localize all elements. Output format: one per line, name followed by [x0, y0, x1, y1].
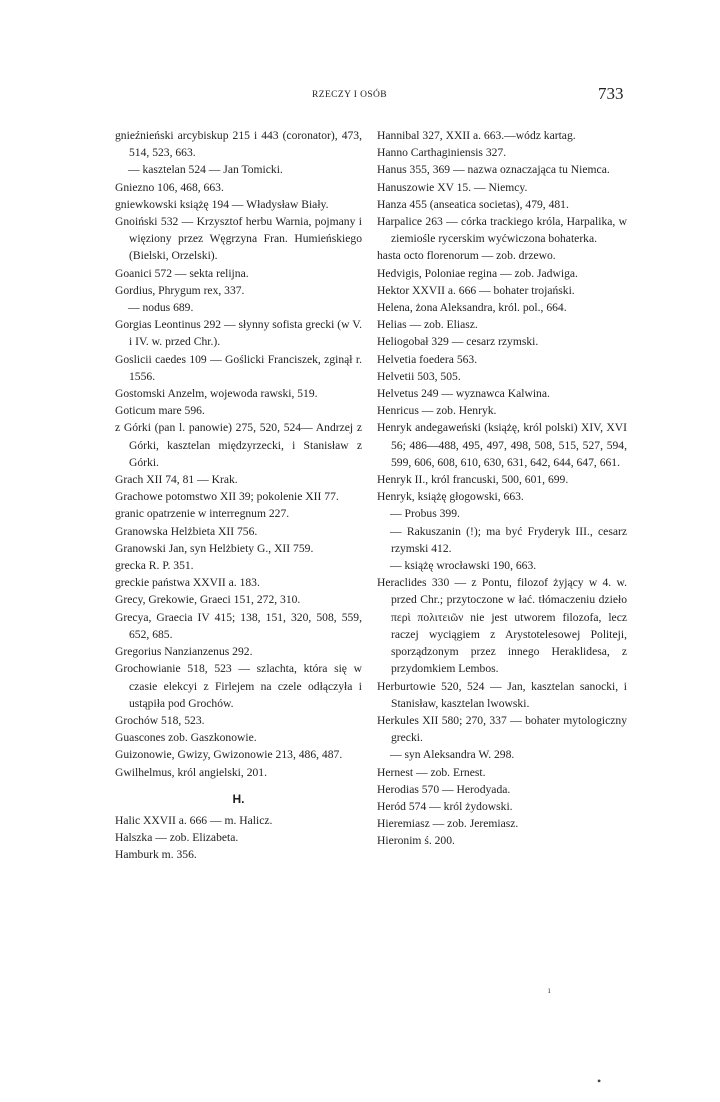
index-entry: Herkules XII 580; 270, 337 — bohater mytologiczny grecki. — [377, 713, 627, 745]
index-entry: Hedvigis, Poloniae regina — zob. Jadwiga. — [377, 266, 578, 280]
stray-mark: ı — [548, 985, 551, 995]
index-entry: Helvetii 503, 505. — [377, 369, 461, 383]
index-entry: Heliogobał 329 — cesarz rzymski. — [377, 335, 539, 349]
index-column-left — [115, 127, 362, 864]
index-entry: Hieronim ś. 200. — [377, 834, 455, 848]
index-entry: — kasztelan 524 — Jan Tomicki. — [128, 163, 283, 177]
index-entry: Henricus — zob. Henryk. — [377, 404, 497, 418]
index-entry: Grachowe potomstwo XII 39; pokolenie XII 77. — [115, 490, 339, 504]
index-entry: Herburtowie 520, 524 — Jan, kasztelan sanocki, i Stanisław, kasztelan lwowski. — [377, 679, 627, 710]
index-entry: Hannibal 327, XXII a. 663.—wódz kartag. — [377, 129, 576, 142]
index-entry: gniewkowski książę 194 — Władysław Biały. — [115, 197, 329, 211]
stray-dot: • — [597, 1074, 602, 1088]
index-entry: Halic XXVII a. 666 — m. Halicz. — [115, 813, 273, 827]
page-number: 733 — [598, 84, 624, 103]
index-column-right — [377, 127, 627, 850]
index-entry: Goslicii caedes 109 — Goślicki Franciszek, zginął r. 1556. — [115, 352, 362, 383]
index-entry: — książę wrocławski 190, 663. — [390, 559, 537, 573]
index-entry: Heród 574 — król żydowski. — [377, 799, 513, 813]
index-entry: Gregorius Nanzianzenus 292. — [115, 645, 253, 659]
index-entry: Helias — zob. Eliasz. — [377, 318, 478, 332]
section-letter-h: H. — [232, 791, 245, 806]
index-entry: Hieremiasz — zob. Jeremiasz. — [377, 817, 519, 831]
index-entry: Henryk, książę głogowski, 663. — [377, 490, 524, 504]
index-entry: Grochowianie 518, 523 — szlachta, która się w czasie elekcyi z Firlejem na czele odłączyła i ustąpiła pod Grochów. — [115, 662, 362, 710]
index-entry: — nodus 689. — [128, 301, 194, 315]
index-entry: Grecy, Grekowie, Graeci 151, 272, 310. — [115, 593, 301, 607]
index-entry: Harpalice 263 — córka trackiego króla, Harpalika, w ziemioślе rycerskim wyćwiczona bohaterka. — [377, 215, 627, 246]
index-entry: Grochów 518, 523. — [115, 713, 205, 727]
index-entry: hasta octo florenorum — zob. drzewo. — [377, 249, 556, 263]
index-entry: Helena, żona Aleksandra, król. pol., 664. — [377, 301, 567, 315]
index-entry: Henryk andegaweński (książę, król polski) XIV, XVI 56; 486—488, 495, 497, 498, 508, 515, 527, 594, 599, 606, 608, 610, 630, 631, 642, 644, 647, 661. — [377, 421, 627, 469]
index-entry: Gordius, Phrygum rex, 337. — [115, 283, 245, 297]
index-entry: — Probus 399. — [390, 507, 460, 521]
index-entry: Goanici 572 — sekta relijna. — [115, 266, 249, 280]
index-entry: Henryk II., król francuski, 500, 601, 699. — [377, 473, 569, 487]
index-entry: Gnoiński 532 — Krzysztof herbu Warnia, pojmany i więziony przez Węgrzyna Fran. Humieńskiego (Bielski, Orzelski). — [115, 215, 362, 263]
index-entry: grecka R. P. 351. — [115, 559, 194, 573]
index-entry: Heraclides 330 — z Pontu, filozof żyjący w 4. w. przed Chr.; przytoczone w łać. tłómaczeniu dzieło περὶ πολιτειῶν nie jest utworem filozofa, lecz raczej wyciągiem z Arystotelesowej Politeji, sporządzonym przez innego Heraklidesa, z przydomkiem Lembos. — [377, 576, 627, 676]
index-entry: gnieźnieński arcybiskup 215 i 443 (coronator), 473, 514, 523, 663. — [115, 129, 362, 160]
index-entry: Herodias 570 — Herodyada. — [377, 782, 511, 796]
index-entry: Gniezno 106, 468, 663. — [115, 180, 224, 194]
index-entry: Grecya, Graecia IV 415; 138, 151, 320, 508, 559, 652, 685. — [115, 610, 362, 641]
index-entry: Halszka — zob. Elizabeta. — [115, 831, 239, 845]
index-entry: Granowska Helżbieta XII 756. — [115, 524, 258, 538]
index-entry: Guizonowie, Gwizy, Gwizonowie 213, 486, 487. — [115, 748, 343, 762]
index-entry: Hanno Carthaginiensis 327. — [377, 146, 507, 160]
index-entry: — Rakuszanin (!); ma być Fryderyk III., cesarz rzymski 412. — [390, 524, 627, 555]
index-entry: Grach XII 74, 81 — Krak. — [115, 473, 238, 487]
index-entry: Helvetia foedera 563. — [377, 352, 478, 366]
index-entry: z Górki (pan l. panowie) 275, 520, 524— Andrzej z Górki, kasztelan międzyrzecki, i Stanisław z Górki. — [115, 421, 362, 469]
index-entry: Gostomski Anzelm, wojewoda rawski, 519. — [115, 387, 318, 401]
index-entry: Hamburk m. 356. — [115, 848, 197, 862]
index-entry: Gwilhelmus, król angielski, 201. — [115, 765, 267, 779]
index-entry: — syn Aleksandra W. 298. — [390, 748, 515, 762]
index-entry: Hanus 355, 369 — nazwa oznaczająca tu Niemca. — [377, 163, 610, 177]
index-entry: greckie państwa XXVII a. 183. — [115, 576, 260, 590]
index-entry: Hanuszowie XV 15. — Niemcy. — [377, 180, 528, 194]
index-entry: Hektor XXVII a. 666 — bohater trojański. — [377, 283, 575, 297]
index-entry: Granowski Jan, syn Helżbiety G., XII 759. — [115, 541, 314, 555]
index-entry: Goticum mare 596. — [115, 404, 205, 418]
index-entry: Guascones zob. Gaszkonowie. — [115, 731, 257, 745]
index-entry: Hernest — zob. Ernest. — [377, 765, 486, 779]
index-entry: Hanza 455 (anseatica societas), 479, 481. — [377, 197, 569, 211]
index-entry: Gorgias Leontinus 292 — słynny sofista grecki (w V. i IV. w. przed Chr.). — [115, 318, 362, 349]
index-entry: Helvetus 249 — wyznawca Kalwina. — [377, 387, 550, 401]
running-head: RZECZY I OSÓB — [312, 90, 388, 100]
index-entry: granic opatrzenie w interregnum 227. — [115, 507, 290, 521]
